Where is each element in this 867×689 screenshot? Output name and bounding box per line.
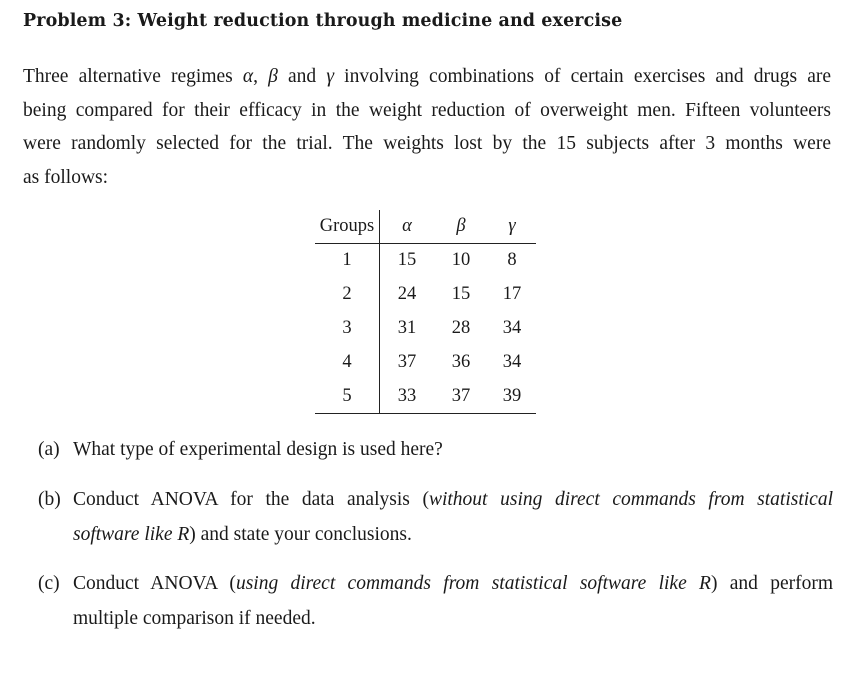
question-a-text: What type of experimental design is used here? <box>73 439 443 460</box>
alpha-value: 24 <box>397 284 417 305</box>
alpha-value: 31 <box>397 317 417 338</box>
table-row <box>315 278 536 312</box>
alpha-value: 15 <box>380 244 435 278</box>
intro-line-1: Three alternative regimes α, β and γ involving combinations of certain exercises and drugs are <box>23 66 831 87</box>
group-number: 1 <box>315 244 380 278</box>
alpha-value: 37 <box>397 351 417 372</box>
gamma-value: 39 <box>488 379 536 413</box>
beta-symbol: β <box>268 66 278 87</box>
problem-title: Problem 3: Weight reduction through medicine and exercise <box>23 11 623 31</box>
beta-value: 37 <box>434 379 488 413</box>
alpha-value: 33 <box>380 379 435 413</box>
question-b-line-1: Conduct ANOVA for the data analysis (without using direct commands from statistical <box>73 489 834 510</box>
beta-value: 10 <box>434 244 488 278</box>
intro-line-4: as follows: <box>23 166 109 188</box>
gamma-value: 34 <box>502 317 522 338</box>
header-beta: β <box>456 216 466 236</box>
gamma-value: 17 <box>502 284 522 305</box>
problem-intro-paragraph <box>23 60 831 194</box>
alpha-symbol: α <box>242 66 254 87</box>
question-a <box>38 432 833 467</box>
gamma-symbol: γ <box>326 66 335 87</box>
header-alpha: α <box>402 216 412 236</box>
question-c-line-2: multiple comparison if needed. <box>73 608 316 629</box>
question-c-label: (c) <box>38 573 60 594</box>
beta-value: 28 <box>451 317 471 338</box>
intro-line-2: being compared for their efficacy in the weight reduction of overweight men. Fifteen volunteers <box>23 99 831 121</box>
header-groups: Groups <box>315 210 380 244</box>
table-header-row <box>315 210 536 244</box>
table-row <box>315 379 536 413</box>
table-row <box>315 345 536 379</box>
group-number: 3 <box>315 312 380 346</box>
question-b-line-2: software like R) and state your conclusions. <box>73 524 412 545</box>
table-row <box>315 312 536 346</box>
group-number: 4 <box>315 345 380 379</box>
intro-line-3: were randomly selected for the trial. The weights lost by the 15 subjects after 3 months were <box>23 133 831 154</box>
gamma-value: 8 <box>488 244 536 278</box>
beta-value: 15 <box>451 284 471 305</box>
weight-loss-table <box>315 210 536 414</box>
beta-value: 36 <box>451 351 471 372</box>
table-row <box>315 244 536 278</box>
gamma-value: 34 <box>502 351 522 372</box>
group-number: 5 <box>315 379 380 413</box>
group-number: 2 <box>315 278 380 312</box>
header-gamma: γ <box>508 216 516 236</box>
question-c <box>38 566 833 636</box>
question-a-label: (a) <box>38 439 60 460</box>
question-b-label: (b) <box>38 489 61 510</box>
question-b <box>38 482 833 552</box>
question-c-line-1: Conduct ANOVA (using direct commands from statistical software like R) and perform <box>73 573 834 594</box>
